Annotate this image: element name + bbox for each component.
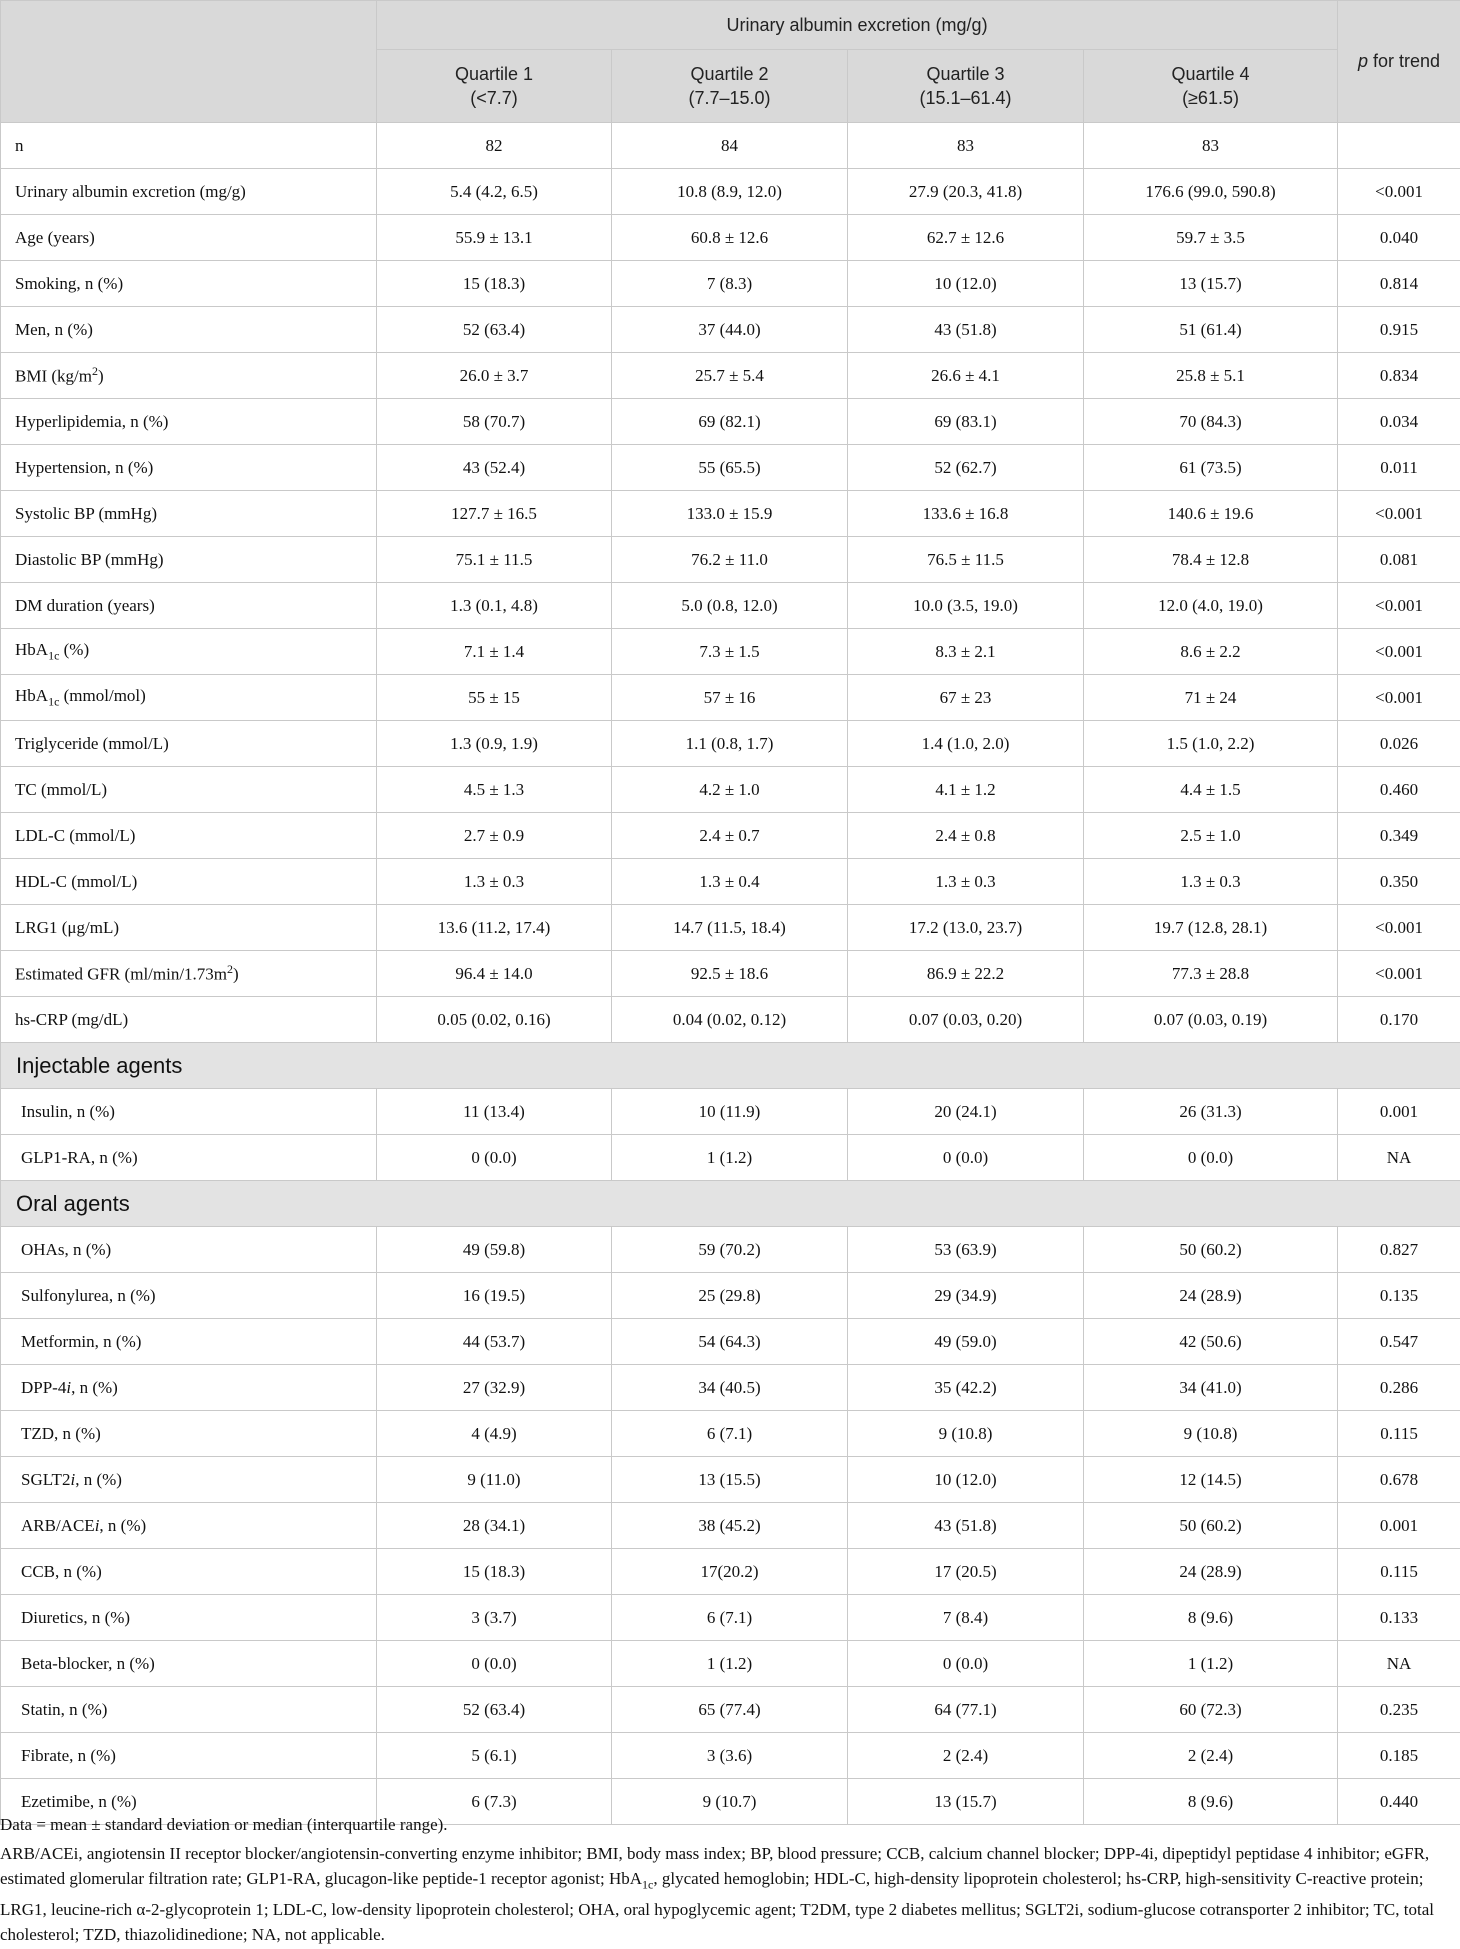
p-trend-cell: 0.040 — [1338, 215, 1460, 261]
row-label: HbA$_{1c}$ (%) — [1, 629, 377, 675]
q2-cell: 25 (29.8) — [612, 1273, 848, 1319]
q1-cell: 44 (53.7) — [377, 1319, 612, 1365]
p-trend-cell — [1338, 123, 1460, 169]
q1-cell: 2.7 ± 0.9 — [377, 813, 612, 859]
row-label: DM duration (years) — [1, 583, 377, 629]
quartile-1-header: Quartile 1 (<7.7) — [377, 50, 612, 123]
table-row — [1, 1641, 1460, 1687]
p-trend-cell: <0.001 — [1338, 629, 1460, 675]
q3-cell: 67 ± 23 — [848, 675, 1084, 721]
row-label: n — [1, 123, 377, 169]
q2-cell: 1 (1.2) — [612, 1135, 848, 1181]
q2-cell: 7.3 ± 1.5 — [612, 629, 848, 675]
q3-cell: 69 (83.1) — [848, 399, 1084, 445]
section-oral-agents — [1, 1181, 1460, 1227]
table-row — [1, 1549, 1460, 1595]
p-trend-cell: 0.026 — [1338, 721, 1460, 767]
q4-cell: 25.8 ± 5.1 — [1084, 353, 1338, 399]
p-trend-cell: 0.286 — [1338, 1365, 1460, 1411]
row-label: OHAs, n (%) — [1, 1227, 377, 1273]
p-trend-cell: 0.133 — [1338, 1595, 1460, 1641]
table-row — [1, 537, 1460, 583]
q1-cell: 4.5 ± 1.3 — [377, 767, 612, 813]
p-trend-cell: <0.001 — [1338, 675, 1460, 721]
q4-cell: 0 (0.0) — [1084, 1135, 1338, 1181]
p-trend-cell: 0.349 — [1338, 813, 1460, 859]
q1-cell: 1.3 (0.9, 1.9) — [377, 721, 612, 767]
q4-cell: 8.6 ± 2.2 — [1084, 629, 1338, 675]
q4-cell: 140.6 ± 19.6 — [1084, 491, 1338, 537]
q2-cell: 0.04 (0.02, 0.12) — [612, 997, 848, 1043]
q3-cell: 64 (77.1) — [848, 1687, 1084, 1733]
row-label: Sulfonylurea, n (%) — [1, 1273, 377, 1319]
q1-cell: 127.7 ± 16.5 — [377, 491, 612, 537]
row-label: CCB, n (%) — [1, 1549, 377, 1595]
q4-cell: 176.6 (99.0, 590.8) — [1084, 169, 1338, 215]
table-row — [1, 1227, 1460, 1273]
row-label: TC (mmol/L) — [1, 767, 377, 813]
q3-cell: 43 (51.8) — [848, 307, 1084, 353]
q2-cell: 133.0 ± 15.9 — [612, 491, 848, 537]
row-label: Urinary albumin excretion (mg/g) — [1, 169, 377, 215]
q3-cell: 86.9 ± 22.2 — [848, 951, 1084, 997]
q1-cell: 15 (18.3) — [377, 261, 612, 307]
q1-cell: 27 (32.9) — [377, 1365, 612, 1411]
p-trend-cell: 0.547 — [1338, 1319, 1460, 1365]
row-label: HDL-C (mmol/L) — [1, 859, 377, 905]
p-trend-cell: <0.001 — [1338, 583, 1460, 629]
table-row — [1, 1503, 1460, 1549]
p-trend-cell: <0.001 — [1338, 905, 1460, 951]
q4-cell: 19.7 (12.8, 28.1) — [1084, 905, 1338, 951]
p-trend-cell: 0.011 — [1338, 445, 1460, 491]
q3-cell: 9 (10.8) — [848, 1411, 1084, 1457]
q2-cell: 17(20.2) — [612, 1549, 848, 1595]
table-row — [1, 123, 1460, 169]
p-trend-cell: 0.001 — [1338, 1503, 1460, 1549]
q3-cell: 49 (59.0) — [848, 1319, 1084, 1365]
q4-cell: 71 ± 24 — [1084, 675, 1338, 721]
q3-cell: 0 (0.0) — [848, 1641, 1084, 1687]
q3-cell: 62.7 ± 12.6 — [848, 215, 1084, 261]
q1-cell: 28 (34.1) — [377, 1503, 612, 1549]
q3-cell: 26.6 ± 4.1 — [848, 353, 1084, 399]
table-row — [1, 1411, 1460, 1457]
q1-cell: 55 ± 15 — [377, 675, 612, 721]
q2-cell: 14.7 (11.5, 18.4) — [612, 905, 848, 951]
table-row — [1, 1595, 1460, 1641]
p-trend-cell: 0.135 — [1338, 1273, 1460, 1319]
quartile-3-header: Quartile 3 (15.1–61.4) — [848, 50, 1084, 123]
row-label: HbA$_{1c}$ (mmol/mol) — [1, 675, 377, 721]
q2-cell: 65 (77.4) — [612, 1687, 848, 1733]
q3-cell: 0 (0.0) — [848, 1135, 1084, 1181]
p-trend-cell: 0.350 — [1338, 859, 1460, 905]
q2-cell: 9 (10.7) — [612, 1779, 848, 1825]
row-label: Estimated GFR $(ml/\min/1.73m^2)$ — [1, 951, 377, 997]
table-row — [1, 813, 1460, 859]
q4-cell: 61 (73.5) — [1084, 445, 1338, 491]
table-row — [1, 307, 1460, 353]
table-row — [1, 261, 1460, 307]
q3-cell: 13 (15.7) — [848, 1779, 1084, 1825]
row-label: Metformin, n (%) — [1, 1319, 377, 1365]
row-label: LDL-C (mmol/L) — [1, 813, 377, 859]
table-row — [1, 1687, 1460, 1733]
q4-cell: 26 (31.3) — [1084, 1089, 1338, 1135]
footnote-abbreviations: ARB/ACEi, angiotensin II receptor blocker/angiotensin-converting enzyme inhibitor; BMI, body mass index; BP, blood pressure; CCB, calcium channel blocker; DPP-4i, dipeptidyl peptidase 4 inhibitor; eGFR, estimated glomerular filtration rate; GLP1-RA, glucagon-like peptide-1 receptor agonist; HbA$_{1c}$, glycated hemoglobin; HDL-C, high-density lipoprotein cholesterol; hs-CRP, high-sensitivity C-reactive protein; LRG1, leucine-rich α-2-glycoprotein 1; LDL-C, low-density lipoprotein cholesterol; OHA, oral hypoglycemic agent; T2DM, type 2 diabetes mellitus; SGLT2i, sodium-glucose cotransporter 2 inhibitor; TC, total cholesterol; TZD, thiazolidinedione; NA, not applicable. — [0, 1844, 1434, 1945]
q3-cell: 29 (34.9) — [848, 1273, 1084, 1319]
row-label: Fibrate, n (%) — [1, 1733, 377, 1779]
row-label: Systolic BP (mmHg) — [1, 491, 377, 537]
q4-cell: 1.5 (1.0, 2.2) — [1084, 721, 1338, 767]
q3-cell: 17.2 (13.0, 23.7) — [848, 905, 1084, 951]
q4-cell: 51 (61.4) — [1084, 307, 1338, 353]
q3-cell: 53 (63.9) — [848, 1227, 1084, 1273]
q4-cell: 42 (50.6) — [1084, 1319, 1338, 1365]
table-row — [1, 1319, 1460, 1365]
header-blank-cell — [1, 1, 377, 123]
row-label: Diastolic BP (mmHg) — [1, 537, 377, 583]
table-row — [1, 1733, 1460, 1779]
q4-cell: 24 (28.9) — [1084, 1273, 1338, 1319]
row-label: SGLT2i, n (%) — [1, 1457, 377, 1503]
row-label: Ezetimibe, n (%) — [1, 1779, 377, 1825]
q3-cell: 2 (2.4) — [848, 1733, 1084, 1779]
q3-cell: 1.3 ± 0.3 — [848, 859, 1084, 905]
table-row — [1, 1365, 1460, 1411]
p-trend-cell: 0.678 — [1338, 1457, 1460, 1503]
q4-cell: 1 (1.2) — [1084, 1641, 1338, 1687]
q3-cell: 10.0 (3.5, 19.0) — [848, 583, 1084, 629]
p-trend-cell: 0.115 — [1338, 1549, 1460, 1595]
table-row — [1, 445, 1460, 491]
q4-cell: 12 (14.5) — [1084, 1457, 1338, 1503]
p-trend-cell: 0.827 — [1338, 1227, 1460, 1273]
q4-cell: 77.3 ± 28.8 — [1084, 951, 1338, 997]
p-trend-cell: 0.460 — [1338, 767, 1460, 813]
table-footnote — [0, 1812, 1460, 1947]
q3-cell: 35 (42.2) — [848, 1365, 1084, 1411]
q3-cell: 83 — [848, 123, 1084, 169]
section-injectable-agents-title: Injectable agents — [1, 1043, 1460, 1089]
row-label: Diuretics, n (%) — [1, 1595, 377, 1641]
q2-cell: 6 (7.1) — [612, 1411, 848, 1457]
q4-cell: 4.4 ± 1.5 — [1084, 767, 1338, 813]
q3-cell: 52 (62.7) — [848, 445, 1084, 491]
p-trend-cell: <0.001 — [1338, 491, 1460, 537]
q2-cell: 7 (8.3) — [612, 261, 848, 307]
q3-cell: 10 (12.0) — [848, 1457, 1084, 1503]
row-label: Statin, n (%) — [1, 1687, 377, 1733]
p-trend-cell: <0.001 — [1338, 169, 1460, 215]
q2-cell: 10.8 (8.9, 12.0) — [612, 169, 848, 215]
p-trend-cell: 0.115 — [1338, 1411, 1460, 1457]
q2-cell: 2.4 ± 0.7 — [612, 813, 848, 859]
row-label: Smoking, n (%) — [1, 261, 377, 307]
table-row — [1, 859, 1460, 905]
q4-cell: 12.0 (4.0, 19.0) — [1084, 583, 1338, 629]
q1-cell: 75.1 ± 11.5 — [377, 537, 612, 583]
row-label: Insulin, n (%) — [1, 1089, 377, 1135]
q1-cell: 1.3 (0.1, 4.8) — [377, 583, 612, 629]
q2-cell: 60.8 ± 12.6 — [612, 215, 848, 261]
p-trend-cell: 0.834 — [1338, 353, 1460, 399]
table-row — [1, 1135, 1460, 1181]
q4-cell: 83 — [1084, 123, 1338, 169]
q4-cell: 2 (2.4) — [1084, 1733, 1338, 1779]
q1-cell: 3 (3.7) — [377, 1595, 612, 1641]
q3-cell: 8.3 ± 2.1 — [848, 629, 1084, 675]
q1-cell: 52 (63.4) — [377, 307, 612, 353]
q3-cell: 20 (24.1) — [848, 1089, 1084, 1135]
q4-cell: 24 (28.9) — [1084, 1549, 1338, 1595]
p-trend-cell: 0.185 — [1338, 1733, 1460, 1779]
quartile-2-header: Quartile 2 (7.7–15.0) — [612, 50, 848, 123]
q2-cell: 84 — [612, 123, 848, 169]
table-row — [1, 767, 1460, 813]
q1-cell: 96.4 ± 14.0 — [377, 951, 612, 997]
q4-cell: 8 (9.6) — [1084, 1779, 1338, 1825]
q1-cell: 82 — [377, 123, 612, 169]
q4-cell: 13 (15.7) — [1084, 261, 1338, 307]
q2-cell: 4.2 ± 1.0 — [612, 767, 848, 813]
q1-cell: 11 (13.4) — [377, 1089, 612, 1135]
q1-cell: 58 (70.7) — [377, 399, 612, 445]
p-trend-cell: NA — [1338, 1641, 1460, 1687]
table-row — [1, 951, 1460, 997]
q2-cell: 6 (7.1) — [612, 1595, 848, 1641]
q1-cell: 26.0 ± 3.7 — [377, 353, 612, 399]
table-row — [1, 1457, 1460, 1503]
q3-cell: 4.1 ± 1.2 — [848, 767, 1084, 813]
row-label: LRG1 (μg/mL) — [1, 905, 377, 951]
q1-cell: 4 (4.9) — [377, 1411, 612, 1457]
q3-cell: 76.5 ± 11.5 — [848, 537, 1084, 583]
q1-cell: 16 (19.5) — [377, 1273, 612, 1319]
q3-cell: 0.07 (0.03, 0.20) — [848, 997, 1084, 1043]
q2-cell: 59 (70.2) — [612, 1227, 848, 1273]
q3-cell: 17 (20.5) — [848, 1549, 1084, 1595]
q1-cell: 5.4 (4.2, 6.5) — [377, 169, 612, 215]
q2-cell: 92.5 ± 18.6 — [612, 951, 848, 997]
row-label: TZD, n (%) — [1, 1411, 377, 1457]
p-trend-cell: 0.001 — [1338, 1089, 1460, 1135]
q2-cell: 5.0 (0.8, 12.0) — [612, 583, 848, 629]
section-injectable-agents — [1, 1043, 1460, 1089]
q1-cell: 6 (7.3) — [377, 1779, 612, 1825]
q4-cell: 70 (84.3) — [1084, 399, 1338, 445]
q2-cell: 55 (65.5) — [612, 445, 848, 491]
q4-cell: 50 (60.2) — [1084, 1503, 1338, 1549]
row-label: Hypertension, n (%) — [1, 445, 377, 491]
q2-cell: 38 (45.2) — [612, 1503, 848, 1549]
q3-cell: 7 (8.4) — [848, 1595, 1084, 1641]
p-trend-cell: 0.170 — [1338, 997, 1460, 1043]
row-label: BMI $(kg/m^2)$ — [1, 353, 377, 399]
q4-cell: 50 (60.2) — [1084, 1227, 1338, 1273]
q1-cell: 15 (18.3) — [377, 1549, 612, 1595]
table-row — [1, 997, 1460, 1043]
row-label: Beta-blocker, n (%) — [1, 1641, 377, 1687]
row-label: Hyperlipidemia, n (%) — [1, 399, 377, 445]
q2-cell: 76.2 ± 11.0 — [612, 537, 848, 583]
q4-cell: 59.7 ± 3.5 — [1084, 215, 1338, 261]
q2-cell: 10 (11.9) — [612, 1089, 848, 1135]
row-label: GLP1-RA, n (%) — [1, 1135, 377, 1181]
q3-cell: 1.4 (1.0, 2.0) — [848, 721, 1084, 767]
group-header: Urinary albumin excretion (mg/g) — [377, 1, 1338, 50]
p-trend-cell: 0.440 — [1338, 1779, 1460, 1825]
q1-cell: 52 (63.4) — [377, 1687, 612, 1733]
q3-cell: 133.6 ± 16.8 — [848, 491, 1084, 537]
q2-cell: 34 (40.5) — [612, 1365, 848, 1411]
q2-cell: 3 (3.6) — [612, 1733, 848, 1779]
table-row — [1, 1089, 1460, 1135]
footnote-data-definition: Data = mean ± standard deviation or median (interquartile range). — [0, 1815, 448, 1834]
q2-cell: 69 (82.1) — [612, 399, 848, 445]
quartile-4-header: Quartile 4 (≥61.5) — [1084, 50, 1338, 123]
q2-cell: 1.1 (0.8, 1.7) — [612, 721, 848, 767]
p-trend-cell: NA — [1338, 1135, 1460, 1181]
q1-cell: 55.9 ± 13.1 — [377, 215, 612, 261]
q4-cell: 34 (41.0) — [1084, 1365, 1338, 1411]
q4-cell: 0.07 (0.03, 0.19) — [1084, 997, 1338, 1043]
q1-cell: 0.05 (0.02, 0.16) — [377, 997, 612, 1043]
q4-cell: 9 (10.8) — [1084, 1411, 1338, 1457]
row-label: Triglyceride (mmol/L) — [1, 721, 377, 767]
p-trend-cell: 0.915 — [1338, 307, 1460, 353]
q2-cell: 37 (44.0) — [612, 307, 848, 353]
row-label: hs-CRP (mg/dL) — [1, 997, 377, 1043]
table-row — [1, 905, 1460, 951]
q2-cell: 1 (1.2) — [612, 1641, 848, 1687]
p-trend-cell: 0.235 — [1338, 1687, 1460, 1733]
p-trend-cell: 0.034 — [1338, 399, 1460, 445]
table-row — [1, 169, 1460, 215]
table-row — [1, 583, 1460, 629]
q2-cell: 54 (64.3) — [612, 1319, 848, 1365]
table-header — [1, 1, 1460, 123]
q4-cell: 8 (9.6) — [1084, 1595, 1338, 1641]
q2-cell: 57 ± 16 — [612, 675, 848, 721]
q1-cell: 7.1 ± 1.4 — [377, 629, 612, 675]
table-row — [1, 353, 1460, 399]
q1-cell: 0 (0.0) — [377, 1641, 612, 1687]
table-row — [1, 1273, 1460, 1319]
table-row — [1, 721, 1460, 767]
q1-cell: 49 (59.8) — [377, 1227, 612, 1273]
p-trend-header: p for trend — [1338, 1, 1460, 123]
q3-cell: 10 (12.0) — [848, 261, 1084, 307]
q3-cell: 43 (51.8) — [848, 1503, 1084, 1549]
q1-cell: 0 (0.0) — [377, 1135, 612, 1181]
table-row — [1, 215, 1460, 261]
q1-cell: 5 (6.1) — [377, 1733, 612, 1779]
q2-cell: 25.7 ± 5.4 — [612, 353, 848, 399]
row-label: Men, n (%) — [1, 307, 377, 353]
p-trend-cell: 0.081 — [1338, 537, 1460, 583]
q4-cell: 78.4 ± 12.8 — [1084, 537, 1338, 583]
table-row — [1, 491, 1460, 537]
q2-cell: 13 (15.5) — [612, 1457, 848, 1503]
q1-cell: 1.3 ± 0.3 — [377, 859, 612, 905]
row-label: DPP-4i, n (%) — [1, 1365, 377, 1411]
table-row — [1, 675, 1460, 721]
q4-cell: 1.3 ± 0.3 — [1084, 859, 1338, 905]
q3-cell: 27.9 (20.3, 41.8) — [848, 169, 1084, 215]
q4-cell: 2.5 ± 1.0 — [1084, 813, 1338, 859]
row-label: Age (years) — [1, 215, 377, 261]
section-oral-agents-title: Oral agents — [1, 1181, 1460, 1227]
q2-cell: 1.3 ± 0.4 — [612, 859, 848, 905]
table-row — [1, 629, 1460, 675]
p-trend-cell: <0.001 — [1338, 951, 1460, 997]
q4-cell: 60 (72.3) — [1084, 1687, 1338, 1733]
table-row — [1, 399, 1460, 445]
q1-cell: 43 (52.4) — [377, 445, 612, 491]
q1-cell: 13.6 (11.2, 17.4) — [377, 905, 612, 951]
q1-cell: 9 (11.0) — [377, 1457, 612, 1503]
table-body — [1, 123, 1460, 1825]
q3-cell: 2.4 ± 0.8 — [848, 813, 1084, 859]
p-trend-cell: 0.814 — [1338, 261, 1460, 307]
row-label: ARB/ACEi, n (%) — [1, 1503, 377, 1549]
